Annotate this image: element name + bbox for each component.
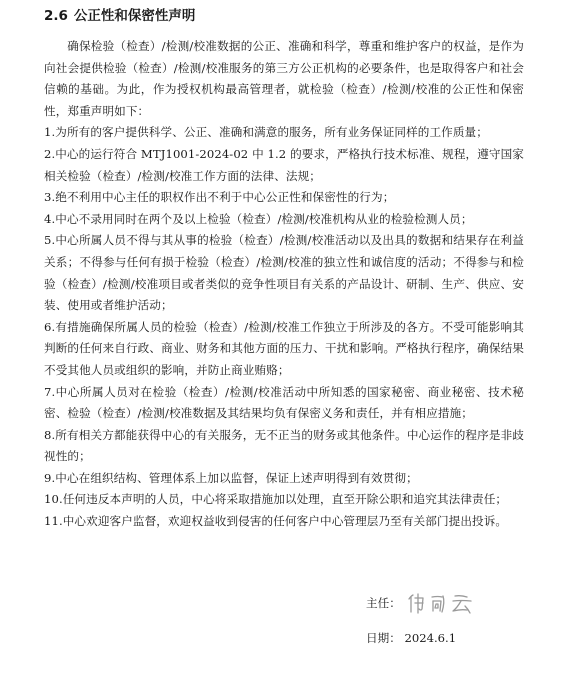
clause-10: 10.任何违反本声明的人员，中心将采取措施加以处理，直至开除公职和追究其法律责任； — [44, 492, 508, 507]
signature-label: 主任： — [366, 596, 401, 610]
section-title: 公正性和保密性声明 — [73, 8, 196, 24]
signing-date: 日期： 2024.6.1 — [366, 631, 457, 645]
clause-5: 5.中心所属人员不得与其从事的检验（检查）/检测/校准活动以及出具的数据和结果存在利益关系；不得参与任何有损于检验（检查）/检测/校准的独立性和诚信度的活动；不得参与和检验（检查）/检测/校准项目或者类似的竞争性项目有关系的产品设计、研制、生产、供应、安装、使用或者维护活动； — [44, 233, 524, 313]
clause-3: 3.绝不利用中心主任的职权作出不利于中心公正性和保密性的行为； — [44, 190, 395, 205]
clause-7: 7.中心所属人员对在检验（检查）/检测/校准活动中所知悉的国家秘密、商业秘密、技术秘密、检验（检查）/检测/校准数据及其结果均负有保密义务和责任，并有相应措施； — [44, 384, 524, 421]
section-heading — [44, 6, 195, 26]
clause-6: 6.有措施确保所属人员的检验（检查）/检测/校准工作独立于所涉及的各方。不受可能影响其判断的任何来自行政、商业、财务和其他方面的压力、干扰和影响。严格执行程序，确保结果不受其他人员或组织的影响，并防止商业贿赂； — [44, 319, 524, 377]
clause-8: 8.所有相关方都能获得中心的有关服务，无不正当的财务或其他条件。中心运作的程序是非歧视性的； — [44, 427, 524, 464]
clause-1: 1.为所有的客户提供科学、公正、准确和满意的服务，所有业务保证同样的工作质量； — [44, 125, 488, 140]
clause-11: 11.中心欢迎客户监督，欢迎权益收到侵害的任何客户中心管理层乃至有关部门提出投诉。 — [44, 514, 508, 529]
clause-9: 9.中心在组织结构、管理体系上加以监督，保证上述声明得到有效贯彻； — [44, 470, 418, 485]
clause-4: 4.中心不录用同时在两个及以上检验（检查）/检测/校准机构从业的检验检测人员； — [44, 211, 473, 226]
statement-body — [44, 36, 524, 533]
signature-block — [366, 590, 479, 616]
section-number: 2.6 — [44, 8, 68, 24]
intro-paragraph: 确保检验（检查）/检测/校准数据的公正、准确和科学，尊重和维护客户的权益，是作为向社会提供检验（检查）/检测/校准服务的第三方公正机构的必要条件，也是取得客户和社会信赖的基础。为此，作为授权机构最高管理者，就检验（检查）/检测/校准的公正性和保密性，郑重声明如下： — [44, 39, 524, 118]
handwritten-signature-icon — [405, 590, 479, 616]
clause-2: 2.中心的运行符合 MTJ1001-2024-02 中 1.2 的要求，严格执行技术标准、规程，遵守国家相关检验（检查）/检测/校准工作方面的法律、法规； — [44, 146, 524, 183]
